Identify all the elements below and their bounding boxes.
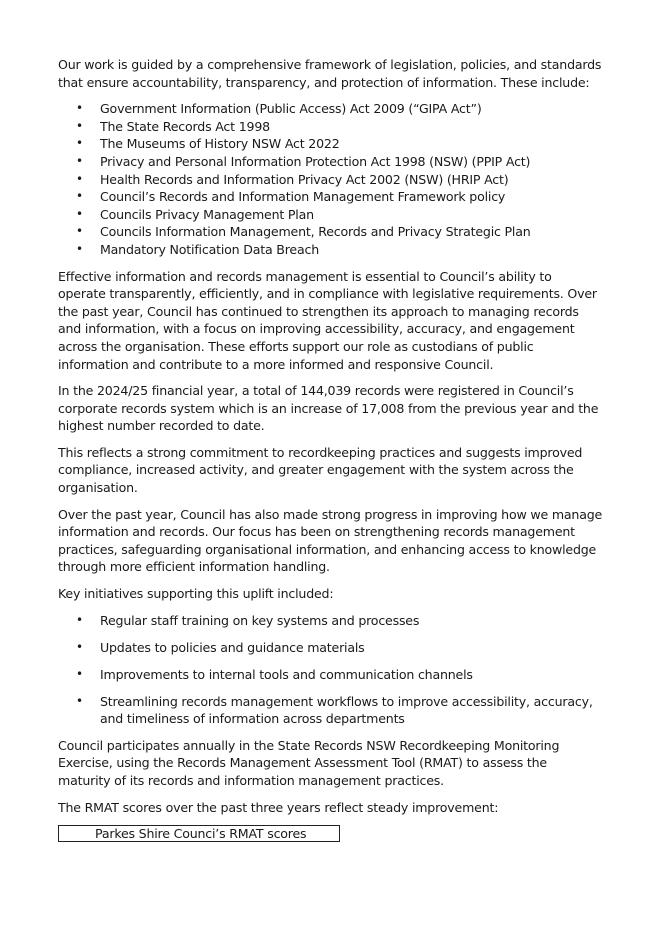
table-caption-text: Parkes Shire Counci’s RMAT scores xyxy=(95,826,307,842)
list-item: • Updates to policies and guidance materials xyxy=(76,639,365,655)
list-item: • The Museums of History NSW Act 2022 xyxy=(76,136,340,152)
bullet-icon: • xyxy=(76,136,83,151)
bullet-icon: • xyxy=(76,639,83,654)
list-item: • The State Records Act 1998 xyxy=(76,118,270,134)
records-management-paragraph: Effective information and records management is essential to Council’s ability to operate transparently, efficiently, and in compliance with legislative requirements. Over the past year, Council has continued to strengthen its approach to managing records and information, with a focus on improving accessibility, accuracy, and engagement across the organisation. These efforts support our role as custodians of public information and contribute to a more informed and responsive Council. xyxy=(58,268,597,372)
document-page xyxy=(58,56,603,842)
progress-paragraph: Over the past year, Council has also made strong progress in improving how we manage information and records. Our focus has been on strengthening records management practices, safeguarding organisational information, and enhancing access to knowledge through more efficient information handling. xyxy=(58,506,603,575)
list-item: • Council’s Records and Information Management Framework policy xyxy=(76,189,506,205)
initiatives-list xyxy=(58,612,603,728)
bullet-icon: • xyxy=(76,171,83,186)
list-item: • Privacy and Personal Information Protection Act 1998 (NSW) (PPIP Act) xyxy=(76,153,531,169)
bullet-icon: • xyxy=(76,189,83,204)
bullet-icon: • xyxy=(76,241,83,256)
rmat-table-caption xyxy=(58,825,340,842)
rmat-paragraph: Council participates annually in the State Records NSW Recordkeeping Monitoring Exercise, using the Records Management Assessment Tool (RMAT) to assess the maturity of its records and information management practices. xyxy=(58,737,560,788)
bullet-icon: • xyxy=(76,101,83,116)
list-item: • Government Information (Public Access) Act 2009 (“GIPA Act”) xyxy=(76,101,482,117)
bullet-icon: • xyxy=(76,612,83,627)
list-item: • Improvements to internal tools and communication channels xyxy=(76,666,473,682)
intro-paragraph: Our work is guided by a comprehensive framework of legislation, policies, and standards that ensure accountability, transparency, and protection of information. These include: xyxy=(58,57,602,90)
bullet-icon: • xyxy=(76,224,83,239)
bullet-icon: • xyxy=(76,118,83,133)
commitment-paragraph: This reflects a strong commitment to recordkeeping practices and suggests improved compliance, increased activity, and greater engagement with the system across the organisation. xyxy=(58,444,583,496)
initiatives-intro: Key initiatives supporting this uplift included: xyxy=(58,586,334,602)
list-item: • Councils Information Management, Records and Privacy Strategic Plan xyxy=(76,224,531,240)
list-item: • Councils Privacy Management Plan xyxy=(76,206,314,222)
bullet-icon: • xyxy=(76,666,83,681)
bullet-icon: • xyxy=(76,693,83,708)
list-item: • Mandatory Notification Data Breach xyxy=(76,241,320,257)
list-item: • Streamlining records management workflows to improve accessibility, accuracy, and timeliness of information across departments xyxy=(76,693,593,727)
list-item: • Regular staff training on key systems and processes xyxy=(76,612,420,628)
records-count-paragraph: In the 2024/25 financial year, a total of 144,039 records were registered in Council’s corporate records system which is an increase of 17,008 from the previous year and the highest number recorded to date. xyxy=(58,383,599,434)
bullet-icon: • xyxy=(76,206,83,221)
rmat-intro: The RMAT scores over the past three years reflect steady improvement: xyxy=(58,799,499,815)
framework-list xyxy=(58,100,603,258)
bullet-icon: • xyxy=(76,153,83,168)
list-item: • Health Records and Information Privacy Act 2002 (NSW) (HRIP Act) xyxy=(76,171,509,187)
